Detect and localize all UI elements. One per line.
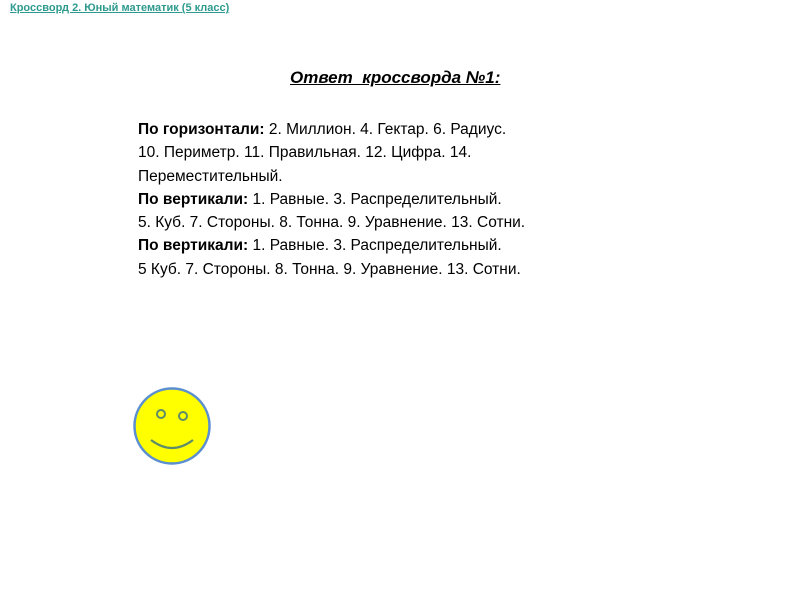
vertical-label-1: По вертикали: xyxy=(138,190,249,208)
vertical-answers-line-3 xyxy=(138,234,638,257)
vertical-answers-line-1 xyxy=(138,188,638,211)
smiley-left-eye xyxy=(157,410,165,418)
horizontal-answers-line-2: 10. Периметр. 11. Правильная. 12. Цифра. 14. xyxy=(138,144,472,162)
horizontal-label: По горизонтали: xyxy=(138,121,265,138)
horizontal-answers-line-1 xyxy=(138,118,638,141)
vertical-answers-text-1: 1. Равные. 3. Распределительный. xyxy=(248,190,502,208)
vertical-answers-line-4: 5 Куб. 7. Стороны. 8. Тонна. 9. Уравнение. 13. Сотни. xyxy=(138,260,521,278)
answer-title: Ответ кроссворда №1: xyxy=(290,68,501,87)
crossword-title-link[interactable]: Кроссворд 2. Юный математик (5 класс) xyxy=(10,2,230,14)
horizontal-answers-text-1: 2. Миллион. 4. Гектар. 6. Радиус. xyxy=(264,121,507,138)
horizontal-answers-line-3: Переместительный. xyxy=(138,167,283,185)
smiley-face-icon xyxy=(132,386,212,466)
vertical-label-2: По вертикали: xyxy=(138,237,249,255)
vertical-answers-line-2: 5. Куб. 7. Стороны. 8. Тонна. 9. Уравнение. 13. Сотни. xyxy=(138,214,526,232)
vertical-answers-text-3: 1. Равные. 3. Распределительный. xyxy=(248,237,502,255)
smiley-face-circle xyxy=(135,389,210,464)
answers-block xyxy=(138,118,638,281)
smiley-right-eye xyxy=(179,412,187,420)
